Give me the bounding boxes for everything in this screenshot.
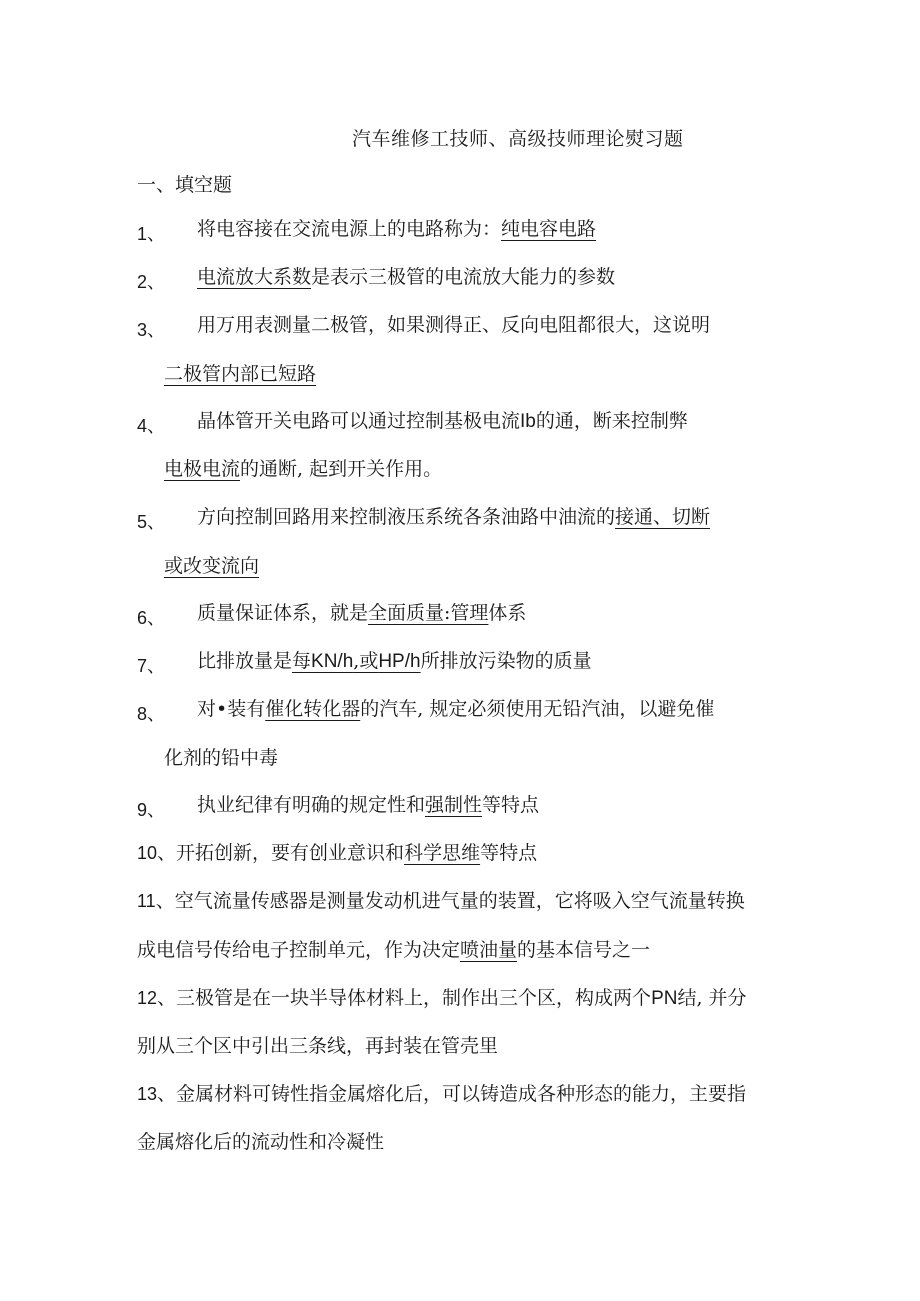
item-suffix: 等特点 bbox=[480, 842, 538, 864]
item-number: 13 bbox=[137, 1084, 158, 1104]
item-code: Ib bbox=[520, 411, 536, 432]
item-answer: 科学思维 bbox=[404, 842, 481, 864]
item-text bbox=[197, 217, 596, 241]
item-answer: 接通、切断 bbox=[615, 506, 711, 528]
item-text-continued bbox=[164, 362, 316, 386]
item-text: 11、空气流量传感器是测量发动机进气量的装置，它将吸入空气流量转换 bbox=[137, 890, 745, 912]
item-suffix: 是表示三极管的电流放大能力的参数 bbox=[311, 266, 616, 288]
item-text bbox=[197, 649, 592, 674]
item-text bbox=[197, 793, 539, 817]
item-text-continued bbox=[164, 457, 442, 481]
document-title: 汽车维修工技师、高级技师理论熨习题 bbox=[352, 128, 684, 150]
item-number: 6、 bbox=[137, 608, 166, 629]
item-number: 12 bbox=[137, 988, 158, 1008]
item-text-continued bbox=[137, 938, 650, 962]
item-prefix: 执业纪律有明确的规定性和 bbox=[197, 794, 426, 816]
item-number: 3、 bbox=[137, 320, 166, 341]
item-text-continued: 金属熔化后的流动性和冷凝性 bbox=[137, 1131, 385, 1153]
item-text bbox=[197, 265, 615, 289]
item-text-continued bbox=[164, 554, 259, 578]
item-answer: 电极电流 bbox=[164, 458, 241, 480]
item-answer: 二极管内部已短路 bbox=[164, 363, 317, 385]
item-suffix: 的通断, 起到开关作用。 bbox=[240, 458, 443, 480]
item-prefix: 对•装有 bbox=[197, 698, 266, 720]
item-number: 10 bbox=[137, 843, 158, 863]
item-code: PN bbox=[651, 988, 678, 1009]
item-number: 11 bbox=[137, 891, 156, 911]
item-text bbox=[197, 697, 714, 721]
item-text: 13、金属材料可铸性指金属熔化后，可以铸造成各种形态的能力，主要指 bbox=[137, 1083, 747, 1105]
item-number: 1、 bbox=[137, 224, 166, 245]
item-text: 12、三极管是在一块半导体材料上，制作出三个区，构成两个PN结, 并分 bbox=[137, 987, 747, 1009]
item-answer: 喷油量 bbox=[460, 939, 518, 961]
item-text bbox=[197, 409, 688, 434]
item-prefix: 方向控制回路用来控制液压系统各条油路中油流的 bbox=[197, 506, 616, 528]
item-text bbox=[197, 505, 710, 529]
item-text: 10、开拓创新，要有创业意识和科学思维等特点 bbox=[137, 842, 538, 864]
section-heading: 一、填空题 bbox=[137, 174, 233, 196]
item-text: 用万用表测量二极管，如果测得正、反向电阻都很大，这说明 bbox=[197, 314, 711, 336]
item-suffix: 的汽车, 规定必须使用无铅汽油，以避免催 bbox=[360, 698, 715, 720]
item-prefix: 将电容接在交流电源上的电路称为： bbox=[197, 218, 502, 240]
item-prefix: 晶体管开关电路可以通过控制基极电流 bbox=[197, 410, 521, 432]
item-prefix: 成电信号传给电子控制单元，作为决定 bbox=[137, 939, 461, 961]
item-text-continued: 别从三个区中引出三条线，再封装在管壳里 bbox=[137, 1035, 499, 1057]
item-number: 8、 bbox=[137, 704, 166, 725]
item-suffix: 等特点 bbox=[482, 794, 540, 816]
item-answer: 或改变流向 bbox=[164, 555, 260, 577]
item-number: 4、 bbox=[137, 416, 166, 437]
item-number: 7、 bbox=[137, 656, 166, 677]
item-answer: 纯电容电路 bbox=[501, 218, 597, 240]
item-text-continued: 化剂的铅中毒 bbox=[164, 747, 279, 769]
item-answer: 催化转化器 bbox=[265, 698, 361, 720]
item-answer: 强制性 bbox=[425, 794, 483, 816]
item-answer: 电流放大系数 bbox=[197, 266, 312, 288]
item-answer: 全面质量:管理 bbox=[368, 602, 489, 624]
item-number: 2、 bbox=[137, 272, 166, 293]
item-answer: 每KN/h,或HP/h bbox=[292, 650, 421, 672]
item-suffix: 所排放污染物的质量 bbox=[420, 650, 592, 672]
item-number: 9、 bbox=[137, 800, 166, 821]
item-prefix: 开拓创新，要有创业意识和 bbox=[176, 842, 405, 864]
item-prefix: 比排放量是 bbox=[197, 650, 293, 672]
item-number: 5、 bbox=[137, 512, 166, 533]
item-prefix: 质量保证体系，就是 bbox=[197, 602, 369, 624]
item-suffix: 的基本信号之一 bbox=[517, 939, 651, 961]
item-suffix: 体系 bbox=[488, 602, 527, 624]
item-suffix: 的通，断来控制弊 bbox=[535, 410, 688, 432]
item-text bbox=[197, 601, 526, 625]
